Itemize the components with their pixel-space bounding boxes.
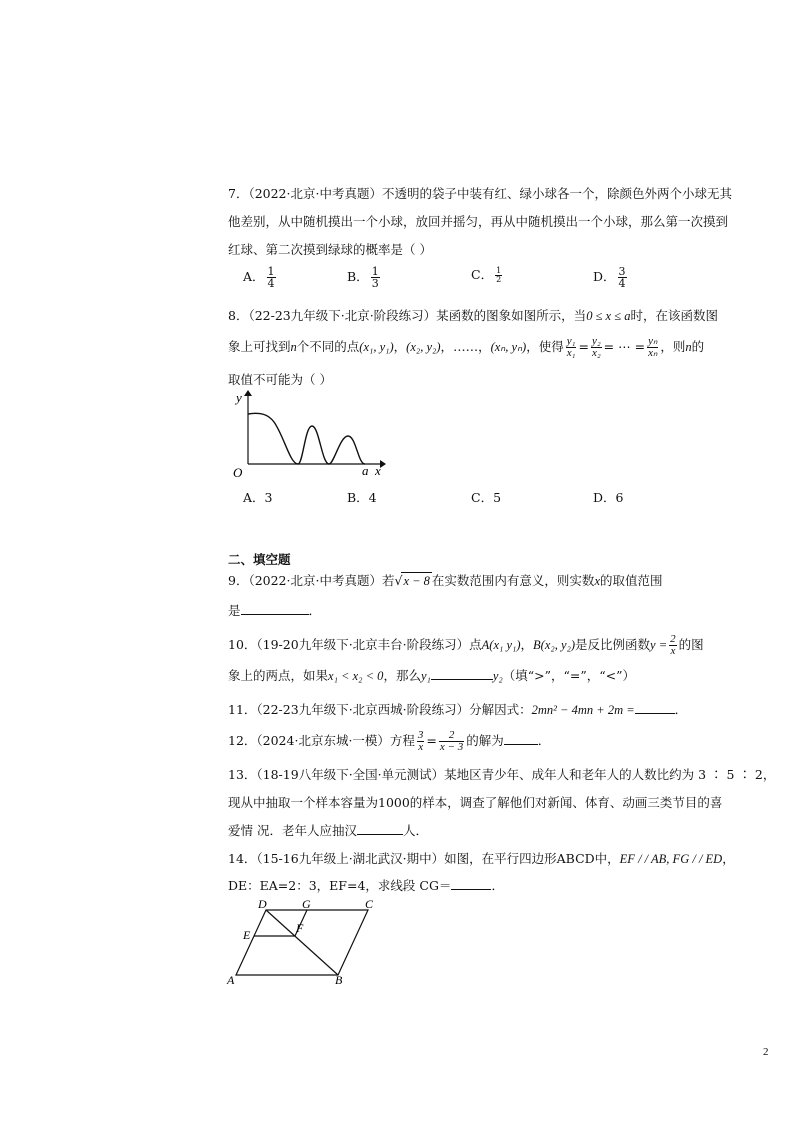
q14-parallelogram-figure — [222, 895, 382, 987]
q8-line1: 8．（22-23九年级下·北京·阶段练习）某函数的图象如图所示，当0 ≤ x ≤ a时，在该函数图 — [228, 308, 718, 323]
q7-line1: 7．（2022·北京·中考真题）不透明的袋子中装有红、绿小球各一个，除颜色外两个小球无其 — [228, 186, 732, 201]
graph-y-label: y — [236, 390, 242, 405]
q7-option-d: D． $\frac{3}{4}$ — [593, 265, 626, 290]
fig-label-f: F — [296, 921, 304, 935]
q13-answer-blank[interactable] — [357, 822, 403, 835]
q11-line: 11．（22-23九年级下·北京西城·阶段练习）分解因式：2mn² − 4mn + 2m = ． — [228, 702, 688, 717]
q8-option-d: D．6 — [593, 490, 624, 505]
q8-option-a: A．3 — [243, 490, 273, 505]
q10-answer-blank[interactable] — [431, 667, 493, 680]
fig-label-a: A — [227, 973, 235, 987]
q14-answer-blank[interactable] — [451, 877, 491, 890]
q10-line1: 10．（19-20九年级下·北京丰台·阶段练习）点A(x₁ y₁)，B(x₂, y₂)是反比例函数y = $\frac{2}{x}$ 的图 — [228, 633, 704, 657]
q14-line1: 14．（15-16九年级上·湖北武汉·期中）如图，在平行四边形ABCD中，EF / / AB, FG / / ED， — [228, 851, 735, 866]
q7-line2: 他差别，从中随机摸出一个小球，放回并摇匀，再从中随机摸出一个小球，那么第一次摸到 — [228, 214, 729, 229]
q9-line2: 是 ． — [228, 603, 322, 618]
q8-function-graph — [228, 388, 388, 480]
q13-line3: 爱情 况．老年人应抽汉 人． — [228, 823, 428, 838]
q7-option-c: C． $\frac{1}{2}$ — [471, 266, 502, 284]
q8-option-c: C．5 — [471, 490, 502, 505]
q8-line2: 象上可找到n个不同的点(x₁, y₁)，(x₂, y₂)，……，(xₙ, yₙ)，使得 $\frac{\text{y₁}}{\text{x₁}}$ = $\frac{\text{y₂}}{\text{x₂}}$ = ⋯ = $\frac{\text{yₙ}}{\text{xₙ}}$ ，则n的 — [228, 335, 705, 359]
q7-line3: 红球、第二次摸到绿球的概率是（ ） — [228, 242, 432, 257]
page-number: 2 — [763, 1046, 769, 1058]
fig-label-g: G — [302, 897, 311, 911]
section-heading: 二、填空题 — [228, 552, 291, 567]
q8-option-b: B．4 — [347, 490, 377, 505]
q12-answer-blank[interactable] — [504, 732, 538, 745]
fig-label-d: D — [258, 897, 267, 911]
q7-option-a: A． $\frac{1}{4}$ — [243, 265, 275, 290]
q9-answer-blank[interactable] — [241, 602, 309, 615]
q8-line3: 取值不可能为（ ） — [228, 372, 332, 387]
q11-answer-blank[interactable] — [635, 701, 675, 714]
graph-a-label: a — [362, 463, 369, 478]
graph-origin-label: O — [233, 465, 243, 480]
q9-line1: 9．（2022·北京·中考真题）若√x − 8 在实数范围内有意义，则实数x的取值范围 — [228, 573, 663, 588]
q13-line1: 13．（18-19八年级下·全国·单元测试）某地区青少年、成年人和老年人的人数比约为 3 ∶ 5 ∶ 2， — [228, 767, 776, 782]
fig-label-e: E — [243, 928, 251, 942]
q12-line: 12．（2024·北京东城·一模）方程 $\frac{3}{x}$ = $\frac{2}{x - 3}$ 的解为 ． — [228, 729, 551, 753]
fig-label-b: B — [335, 973, 343, 987]
q7-option-b: B． $\frac{1}{3}$ — [347, 265, 379, 290]
q10-line2: 象上的两点，如果x₁ < x₂ < 0，那么y₁ y₂（填“>”，“=”，“<”） — [228, 668, 636, 683]
q14-line2: DE：EA=2：3，EF=4，求线段 CG＝ ． — [228, 878, 504, 893]
fig-label-c: C — [365, 897, 374, 911]
q13-line2: 现从中抽取一个样本容量为1000的样本，调查了解他们对新闻、体育、动画三类节目的喜 — [228, 795, 723, 810]
graph-x-label: x — [375, 463, 381, 478]
